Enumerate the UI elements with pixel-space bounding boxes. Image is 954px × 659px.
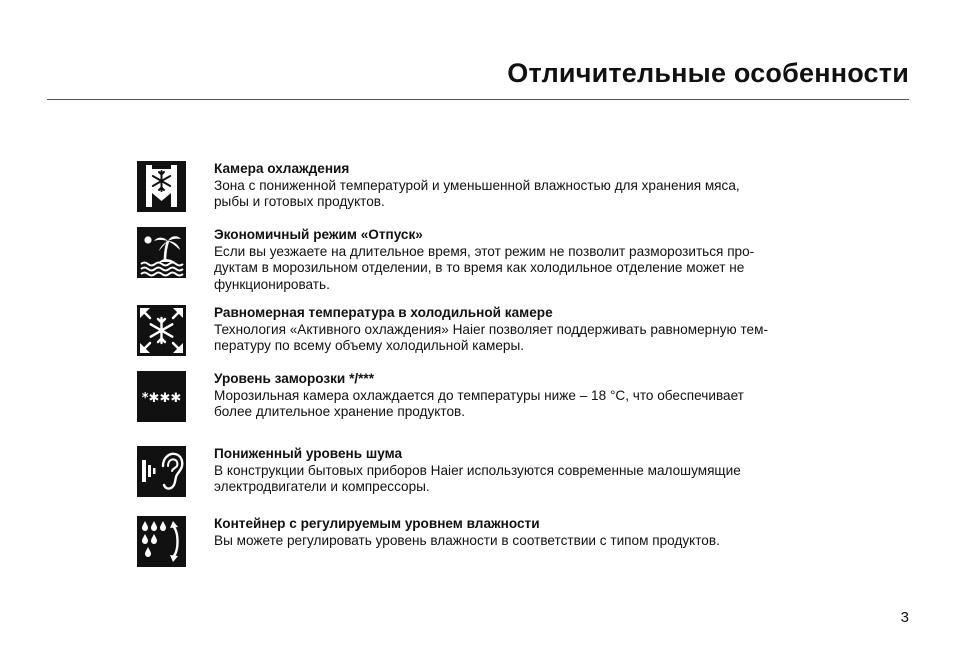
- feature-description-line: более длительное хранение продуктов.: [214, 404, 465, 420]
- feature-description-line: Вы можете регулировать уровень влажности в соответствии с типом продуктов.: [214, 532, 720, 548]
- page-title: Отличительные особенности: [507, 58, 909, 88]
- feature-description-line: пературу по всему объему холодильной камеры.: [214, 338, 525, 354]
- feature-description-line: В конструкции бытовых приборов Haier используются современные малошумящие: [214, 462, 741, 478]
- low-noise-ear-icon: [137, 446, 186, 497]
- feature-text: [214, 371, 834, 421]
- feature-text: [214, 305, 834, 355]
- feature-description-line: дуктам в морозильном отделении, в то время как холодильное отделение может не: [214, 260, 745, 276]
- feature-text: [214, 516, 834, 549]
- feature-heading: Равномерная температура в холодильной камере: [214, 305, 553, 320]
- feature-description-line: функционировать.: [214, 276, 330, 292]
- feature-description-line: Если вы уезжаете на длительное время, этот режим не позволит разморозиться про-: [214, 243, 755, 259]
- page-number: 3: [900, 609, 909, 626]
- feature-description-line: Зона с пониженной температурой и уменьшенной влажностью для хранения мяса,: [214, 177, 740, 193]
- feature-description-line: Технология «Активного охлаждения» Haier позволяет поддерживать равномерную тем-: [214, 321, 768, 337]
- svg-text:*✱✱✱: *✱✱✱: [141, 391, 182, 406]
- feature-heading: Камера охлаждения: [214, 161, 350, 176]
- humidity-drops-icon: [137, 516, 186, 567]
- feature-heading: Контейнер с регулируемым уровнем влажности: [214, 516, 540, 531]
- feature-heading: Пониженный уровень шума: [214, 446, 403, 461]
- feature-text: [214, 161, 834, 211]
- feature-description-line: Морозильная камера охлаждается до температуры ниже – 18 °С, что обеспечивает: [214, 387, 744, 403]
- vacation-palm-icon: [137, 227, 186, 278]
- feature-heading: Уровень заморозки */***: [214, 371, 375, 386]
- title-divider: [47, 99, 909, 100]
- freezer-stars-icon: [137, 371, 186, 422]
- cooling-chamber-icon: [137, 161, 186, 212]
- feature-description-line: рыбы и готовых продуктов.: [214, 194, 385, 210]
- feature-text: [214, 227, 834, 293]
- uniform-temperature-icon: [137, 305, 186, 356]
- feature-heading: Экономичный режим «Отпуск»: [214, 227, 423, 242]
- feature-description-line: электродвигатели и компрессоры.: [214, 479, 430, 495]
- feature-text: [214, 446, 834, 496]
